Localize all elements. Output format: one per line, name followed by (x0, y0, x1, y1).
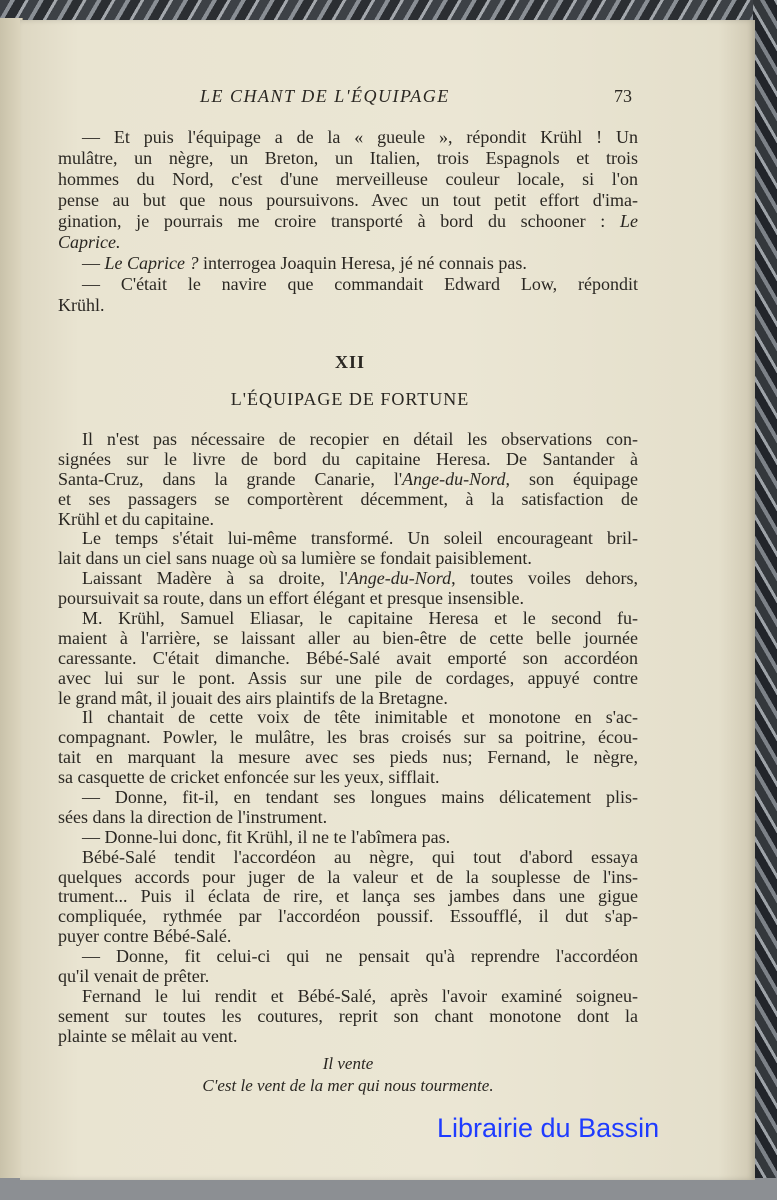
text-line (58, 848, 638, 868)
text-line (58, 211, 638, 232)
text-line (58, 748, 638, 768)
chapter-title: L'ÉQUIPAGE DE FORTUNE (230, 389, 470, 409)
text-line (58, 470, 638, 490)
dialogue-section (58, 127, 638, 316)
text-line (58, 232, 638, 253)
text-line (58, 669, 638, 689)
chapter-number: XII (334, 352, 365, 372)
text-segment: , toutes voiles dehors, (451, 569, 638, 589)
text-segment: Krühl. (58, 295, 105, 315)
text-segment: Le temps s'était lui-même transformé. Un soleil encourageant bril- (82, 529, 638, 549)
italic-text: Caprice. (58, 232, 121, 252)
text-segment: pense au but que nous poursuivons. Avec un tout petit effort d'ima- (58, 190, 638, 210)
text-segment: qu'il venait de prêter. (58, 967, 210, 987)
text-segment: caressante. C'était dimanche. Bébé-Salé avait emporté son accordéon (58, 648, 638, 668)
text-line (58, 708, 638, 728)
watermark: Librairie du Bassin (437, 1113, 660, 1143)
text-segment: Krühl et du capitaine. (58, 509, 214, 529)
text-line (58, 274, 638, 295)
text-segment: gination, je pourrais me croire transporté à bord du schooner : (58, 211, 620, 231)
text-segment: sées dans la direction de l'instrument. (58, 807, 328, 827)
text-line (58, 907, 638, 927)
text-segment: Il chantait de cette voix de tête inimitable et monotone en s'ac- (82, 708, 638, 728)
text-segment: — C'était le navire que commandait Edward Low, répondit (82, 274, 638, 294)
text-segment: avec lui sur le pont. Assis sur une pile de cordages, appuyé contre (58, 668, 638, 688)
text-line (58, 649, 638, 669)
text-line (58, 609, 638, 629)
italic-text: Ange-du-Nord (347, 569, 452, 589)
text-segment: compagnant. Powler, le mulâtre, les bras croisés sur sa poitrine, écou- (58, 728, 638, 748)
background-bottom (0, 1178, 777, 1200)
text-segment: trument... Puis il éclata de rire, et lança ses jambes dans une gigue (58, 887, 638, 907)
book-cover-top (0, 0, 777, 22)
text-segment: — Donne, fit celui-ci qui ne pensait qu'à reprendre l'accordéon (82, 947, 638, 967)
verse-line: C'est le vent de la mer qui nous tourmente. (202, 1076, 494, 1095)
text-segment: — Donne, fit-il, en tendant ses longues mains délicatement plis- (82, 788, 638, 808)
text-line (58, 987, 638, 1007)
text-segment: — Et puis l'équipage a de la « gueule », répondit Krühl ! Un (82, 127, 638, 147)
verse-line: Il vente (322, 1054, 374, 1073)
text-segment: , son équipage (505, 469, 638, 489)
text-segment: mulâtre, un nègre, un Breton, un Italien, trois Espagnols et trois (58, 148, 638, 168)
text-line (58, 1007, 638, 1027)
text-segment: sa casquette de cricket enfoncée sur les yeux, sifflait. (58, 768, 440, 788)
text-segment: Il n'est pas nécessaire de recopier en détail les observations con- (82, 430, 638, 449)
text-segment: quelques accords pour juger de la valeur et de la souplesse de l'ins- (58, 867, 638, 887)
page-number: 73 (614, 86, 632, 106)
italic-text: Ange-du-Nord (402, 469, 506, 489)
text-line (58, 253, 638, 274)
text-segment: lait dans un ciel sans nuage où sa lumière se fondait paisiblement. (58, 549, 532, 569)
text-line (58, 728, 638, 748)
text-line (58, 529, 638, 549)
text-line (58, 127, 638, 148)
text-line (58, 927, 638, 947)
text-line (58, 569, 638, 589)
chapter-body (58, 430, 638, 1047)
text-segment: Fernand le lui rendit et Bébé-Salé, après l'avoir examiné soigneu- (82, 986, 638, 1006)
text-segment: compliquée, rythmée par l'accordéon poussif. Essoufflé, il dut s'ap- (58, 907, 638, 927)
text-segment: sement sur toutes les coutures, reprit son chant monotone dont la (58, 1006, 638, 1026)
text-segment: M. Krühl, Samuel Eliasar, le capitaine Heresa et le second fu- (82, 609, 638, 629)
running-title: LE CHANT DE L'ÉQUIPAGE (200, 86, 450, 106)
text-line (58, 868, 638, 888)
text-line (58, 169, 638, 190)
text-segment: Bébé-Salé tendit l'accordéon au nègre, qui tout d'abord essaya (82, 847, 638, 867)
text-line (58, 788, 638, 808)
text-segment: tait en marquant la mesure avec ses pieds nus; Fernand, le nègre, (58, 748, 638, 768)
text-line (58, 828, 638, 848)
text-segment: — Donne-lui donc, fit Krühl, il ne te l'abîmera pas. (82, 827, 451, 847)
text-line (58, 190, 638, 211)
text-line (58, 295, 638, 316)
text-segment: plainte se mêlait au vent. (58, 1026, 238, 1046)
text-line (58, 430, 638, 450)
text-segment: interrogea Joaquin Heresa, jé né connais pas. (198, 253, 527, 273)
text-segment: maient à l'arrière, se laissant aller au bien-être de cette belle journée (58, 628, 638, 648)
text-segment: poursuivait sa route, dans un effort élégant et presque insensible. (58, 589, 525, 609)
text-line (58, 967, 638, 987)
book-cover-right (753, 0, 777, 1200)
text-line (58, 768, 638, 788)
text-line (58, 589, 638, 609)
text-segment: puyer contre Bébé-Salé. (58, 927, 232, 947)
text-line (58, 808, 638, 828)
text-line (58, 887, 638, 907)
text-segment: le grand mât, il jouait des airs plaintifs de la Bretagne. (58, 688, 448, 708)
text-line (58, 947, 638, 967)
text-line (58, 1027, 638, 1047)
text-line (58, 629, 638, 649)
text-segment: Santa-Cruz, dans la grande Canarie, l' (58, 469, 403, 489)
text-line (58, 450, 638, 470)
text-segment: signées sur le livre de bord du capitaine Heresa. De Santander à (58, 449, 638, 469)
text-segment: hommes du Nord, c'est d'une merveilleuse couleur locale, si l'on (58, 169, 638, 189)
text-line (58, 689, 638, 709)
text-line (58, 510, 638, 530)
text-segment: Laissant Madère à sa droite, l' (82, 569, 348, 589)
text-line (58, 148, 638, 169)
text-line (58, 549, 638, 569)
italic-text: Le (620, 211, 638, 231)
text-segment: et ses passagers se comportèrent décemment, à la satisfaction de (58, 489, 638, 509)
italic-text: Le Caprice ? (104, 253, 199, 273)
text-line (58, 490, 638, 510)
text-segment: — (82, 253, 105, 273)
